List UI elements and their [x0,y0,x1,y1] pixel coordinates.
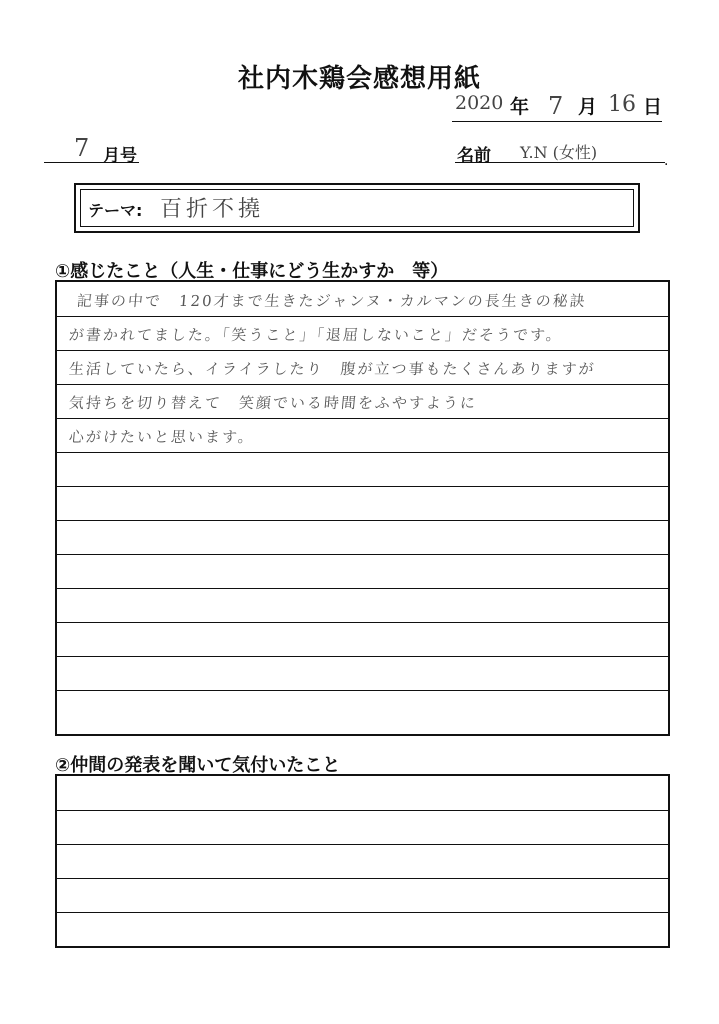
issue-label: 月号 [103,146,137,166]
section2-heading: ②仲間の発表を聞いて気付いたこと [55,755,341,776]
handwritten-line-5: 心がけたいと思います。 [68,428,256,446]
issue-value: 7 [74,134,90,162]
handwritten-line-3: 生活していたら、イライラしたり 腹が立つ事もたくさんありますが [68,360,597,378]
theme-value: 百折不撓 [160,197,265,222]
ruled-line [57,622,668,623]
ruled-line [57,912,668,913]
name-value: Y.N (女性) [520,143,598,162]
ruled-line [57,844,668,845]
name-underline [455,162,665,163]
trailing-dot: . [664,153,669,169]
ruled-line [57,350,668,351]
date-day-label: 日 [643,96,663,118]
ruled-line [57,690,668,691]
ruled-line [57,520,668,521]
ruled-line [57,452,668,453]
ruled-line [57,878,668,879]
ruled-line [57,316,668,317]
date-underline [452,121,662,122]
handwritten-line-1: 記事の中で 120才まで生きたジャンヌ・カルマンの長生きの秘訣 [76,292,588,310]
date-month-value: 7 [548,92,564,120]
name-label: 名前 [457,146,491,166]
ruled-line [57,418,668,419]
ruled-line [57,810,668,811]
ruled-line [57,554,668,555]
theme-label: テーマ: [88,201,143,220]
handwritten-line-2: が書かれてました。「笑うこと」「退屈しないこと」だそうです。 [68,326,564,344]
handwritten-line-4: 気持ちを切り替えて 笑顔でいる時間をふやすように [68,394,478,412]
date-year-value: 2020 [455,92,504,114]
section1-heading: ①感じたこと（人生・仕事にどう生かすか 等） [55,261,449,282]
date-month-label: 月 [578,96,598,118]
date-day-value: 16 [608,92,636,117]
ruled-line [57,384,668,385]
form-title: 社内木鶏会感想用紙 [237,64,481,94]
date-year-label: 年 [510,96,530,118]
issue-underline [44,162,139,163]
ruled-line [57,486,668,487]
ruled-line [57,656,668,657]
section1-box [55,280,670,736]
ruled-line [57,588,668,589]
section2-box [55,774,670,948]
